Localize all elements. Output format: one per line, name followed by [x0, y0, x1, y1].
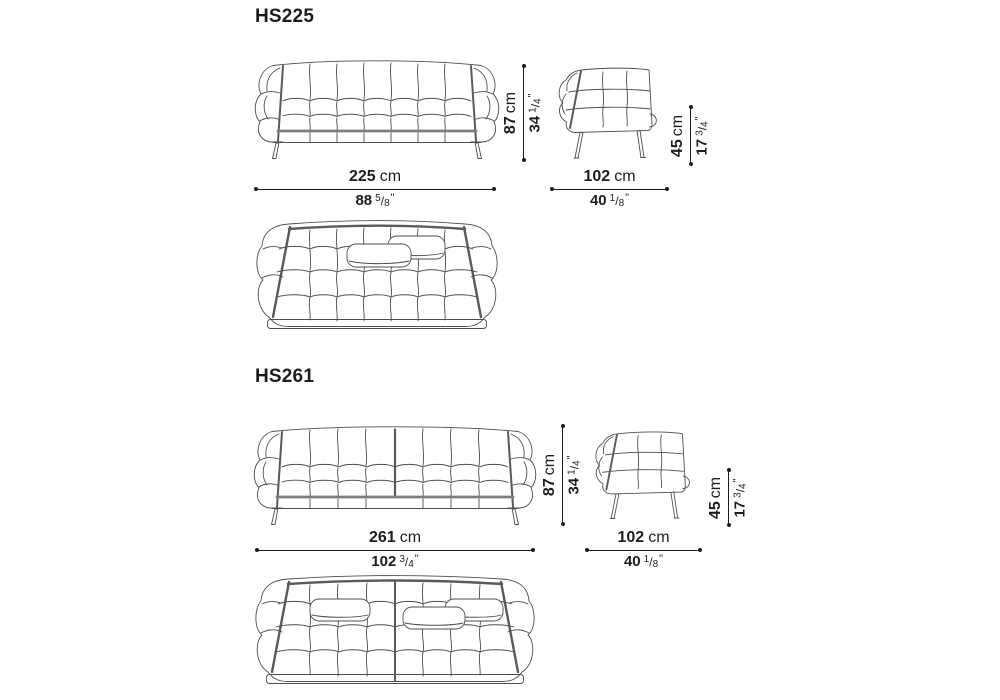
dimension-line: [551, 189, 668, 190]
dimension-line: [690, 106, 691, 165]
legs: [272, 509, 519, 525]
hs261-depth-dimension: [586, 530, 701, 570]
hs225-height-dimension: [501, 65, 545, 161]
hs261-width-dimension: [256, 530, 534, 570]
hs225-side-view-drawing: [549, 64, 665, 172]
dimension-line: [586, 550, 701, 551]
hs225-depth-dimension: [551, 169, 668, 209]
width-inch-label: 88 $^5$/8": [355, 191, 395, 209]
seat-height-inch-label: $17^3/4^"$: [693, 115, 711, 156]
height-cm-label: 87cm: [541, 453, 558, 497]
legs: [610, 492, 679, 518]
seat-front-bump: [683, 476, 690, 489]
seat-height-cm-label: 45cm: [707, 476, 724, 519]
dimension-line: [562, 425, 563, 525]
sofa-outline: [257, 221, 497, 327]
model-title-hs261: HS261: [255, 366, 315, 387]
hs225-top-view-drawing: [253, 216, 501, 334]
model-title-hs225: HS225: [255, 6, 315, 27]
wing-details: [599, 435, 617, 490]
dimension-line: [523, 65, 524, 161]
width-inch-label: 102 $^3$/4": [371, 552, 419, 570]
height-cm-label: 87cm: [502, 91, 519, 135]
dimension-line: [255, 189, 495, 190]
tuft-grid: [277, 228, 477, 321]
headrest-cushions: [310, 599, 503, 629]
seat-height-inch-label: $17^3/4^"$: [731, 477, 749, 518]
seat-front-bump: [650, 114, 657, 127]
legs: [273, 143, 482, 159]
hs261-side-view-drawing: [586, 428, 698, 532]
hs261-front-view-drawing: [252, 424, 538, 528]
depth-cm-label: 102 cm: [583, 168, 636, 185]
height-inch-label: $34^1/4^"$: [565, 455, 583, 495]
hs225-width-dimension: [255, 169, 495, 209]
seat-height-cm-label: 45cm: [669, 114, 686, 157]
depth-inch-label: 40 $^1$/8": [589, 191, 630, 209]
depth-cm-label: 102 cm: [617, 529, 670, 546]
sofa-outline: [596, 432, 685, 494]
wing-details: [262, 226, 492, 317]
hs261-height-dimension: [540, 425, 584, 525]
hs225-front-view-drawing: [253, 58, 501, 162]
width-cm-label: 261 cm: [368, 529, 422, 546]
sofa-outline: [559, 68, 652, 132]
hs225-seat-height-dimension: [668, 106, 712, 165]
hs261-seat-height-dimension: [706, 469, 750, 526]
headrest-cushions: [347, 236, 445, 267]
depth-inch-label: 40 $^1$/8": [623, 552, 664, 570]
wing-details: [562, 71, 581, 128]
height-inch-label: $34^1/4^"$: [526, 93, 544, 133]
hs261-top-view-drawing: [252, 570, 538, 690]
dimension-line: [256, 550, 534, 551]
dimension-line: [728, 469, 729, 526]
base-frame: [268, 320, 487, 329]
legs: [574, 131, 646, 159]
width-cm-label: 225 cm: [348, 168, 402, 185]
